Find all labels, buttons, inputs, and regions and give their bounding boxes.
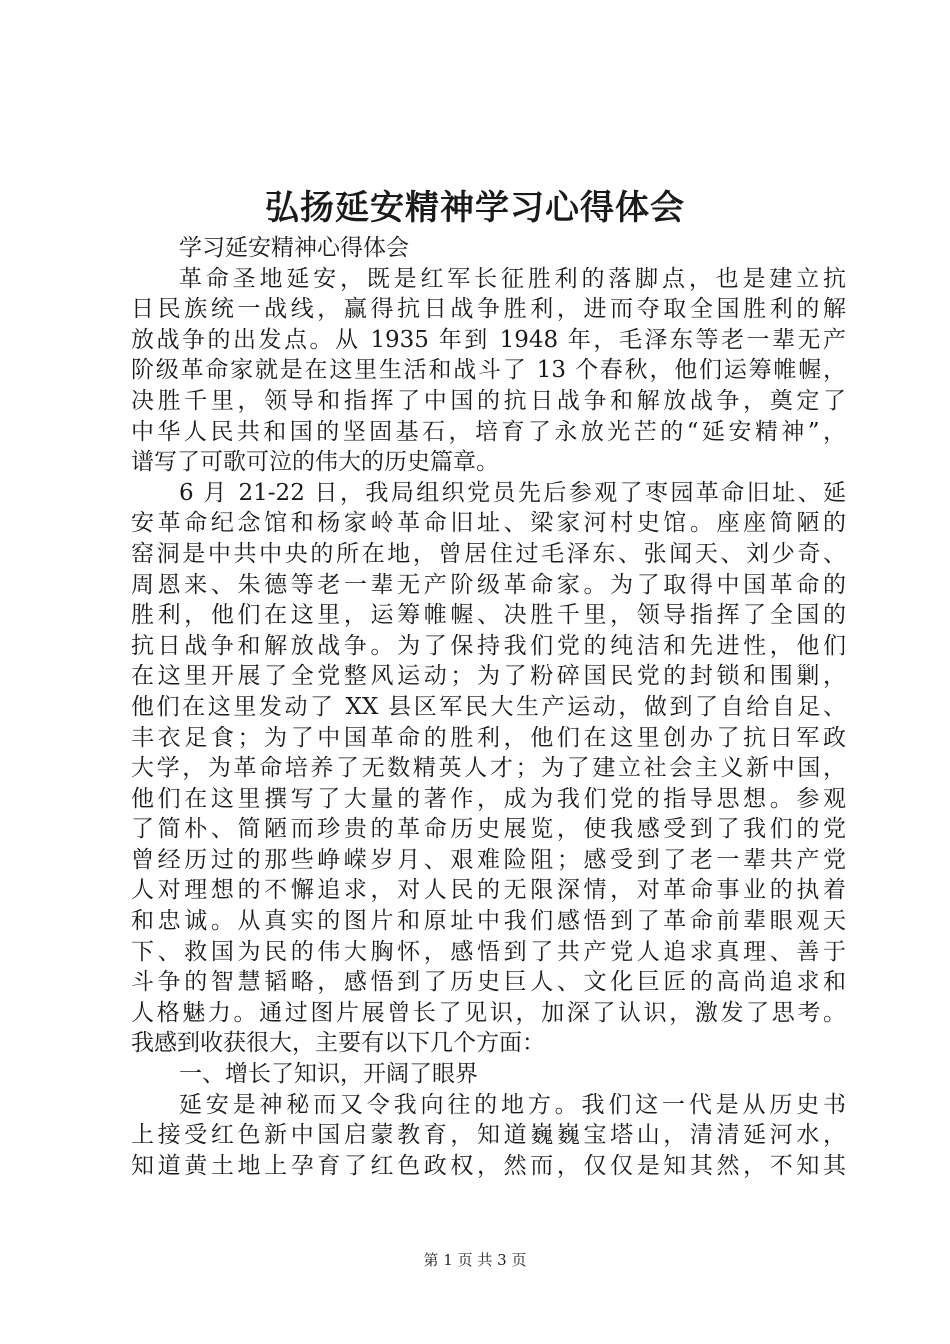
text-line: 中华人民共和国的坚固基石，培育了永放光芒的“延安精神”，: [131, 418, 846, 445]
text-line: 他们在这里发动了 XX 县区军民大生产运动，做到了自给自足、: [131, 693, 846, 720]
text-line: 谱写了可歌可泣的伟大的历史篇章。: [131, 449, 499, 476]
text-line: 阶级革命家就是在这里生活和战斗了 13 个春秋，他们运筹帷幄，: [131, 357, 846, 384]
text-line: 革命圣地延安，既是红军长征胜利的落脚点，也是建立抗: [179, 265, 846, 292]
text-line: 胜利，他们在这里，运筹帷幄、决胜千里，领导指挥了全国的: [131, 602, 846, 629]
text-line: 6 月 21-22 日，我局组织党员先后参观了枣园革命旧址、延: [179, 479, 846, 506]
text-line: 大学，为革命培养了无数精英人才；为了建立社会主义新中国，: [131, 755, 846, 782]
text-line: 他们在这里撰写了大量的著作，成为我们党的指导思想。参观: [131, 785, 846, 812]
text-line: 日民族统一战线，赢得抗日战争胜利，进而夺取全国胜利的解: [131, 296, 846, 323]
text-line: 决胜千里，领导和指挥了中国的抗日战争和解放战争，奠定了: [131, 387, 846, 414]
text-line: 丰衣足食；为了中国革命的胜利，他们在这里创办了抗日军政: [131, 724, 846, 751]
text-line: 放战争的出发点。从 1935 年到 1948 年，毛泽东等老一辈无产: [131, 326, 846, 353]
text-line: 学习延安精神心得体会: [179, 235, 409, 261]
text-line: 知道黄土地上孕育了红色政权，然而，仅仅是知其然，不知其: [131, 1152, 846, 1179]
text-line: 曾经历过的那些峥嵘岁月、艰难险阻；感受到了老一辈共产党: [131, 846, 846, 873]
text-line: 延安是神秘而又令我向往的地方。我们这一代是从历史书: [179, 1091, 846, 1118]
text-line: 一、增长了知识，开阔了眼界: [179, 1061, 478, 1088]
text-line: 了简朴、简陋而珍贵的革命历史展览，使我感受到了我们的党: [131, 816, 846, 843]
document-title: 弘扬延安精神学习心得体会: [265, 188, 685, 228]
document-body: [131, 233, 846, 1181]
text-line: 下、救国为民的伟大胸怀，感悟到了共产党人追求真理、善于: [131, 938, 846, 965]
page-footer: 第 1 页 共 3 页: [423, 1251, 527, 1269]
text-line: 在这里开展了全党整风运动；为了粉碎国民党的封锁和围剿，: [131, 663, 846, 690]
text-line: 周恩来、朱德等老一辈无产阶级革命家。为了取得中国革命的: [131, 571, 846, 598]
text-line: 和忠诚。从真实的图片和原址中我们感悟到了革命前辈眼观天: [131, 908, 846, 935]
text-line: 人对理想的不懈追求，对人民的无限深情，对革命事业的执着: [131, 877, 846, 904]
text-line: 窑洞是中共中央的所在地，曾居住过毛泽东、张闻天、刘少奇、: [131, 540, 846, 567]
text-line: 斗争的智慧韬略，感悟到了历史巨人、文化巨匠的高尚追求和: [131, 969, 846, 996]
text-line: 人格魅力。通过图片展曾长了见识，加深了认识，激发了思考。: [131, 999, 846, 1026]
text-line: 安革命纪念馆和杨家岭革命旧址、梁家河村史馆。座座简陋的: [131, 510, 846, 537]
text-line: 上接受红色新中国启蒙教育，知道巍巍宝塔山，清清延河水，: [131, 1122, 846, 1149]
text-line: 我感到收获很大，主要有以下几个方面：: [131, 1030, 545, 1057]
text-line: 抗日战争和解放战争。为了保持我们党的纯洁和先进性，他们: [131, 632, 846, 659]
